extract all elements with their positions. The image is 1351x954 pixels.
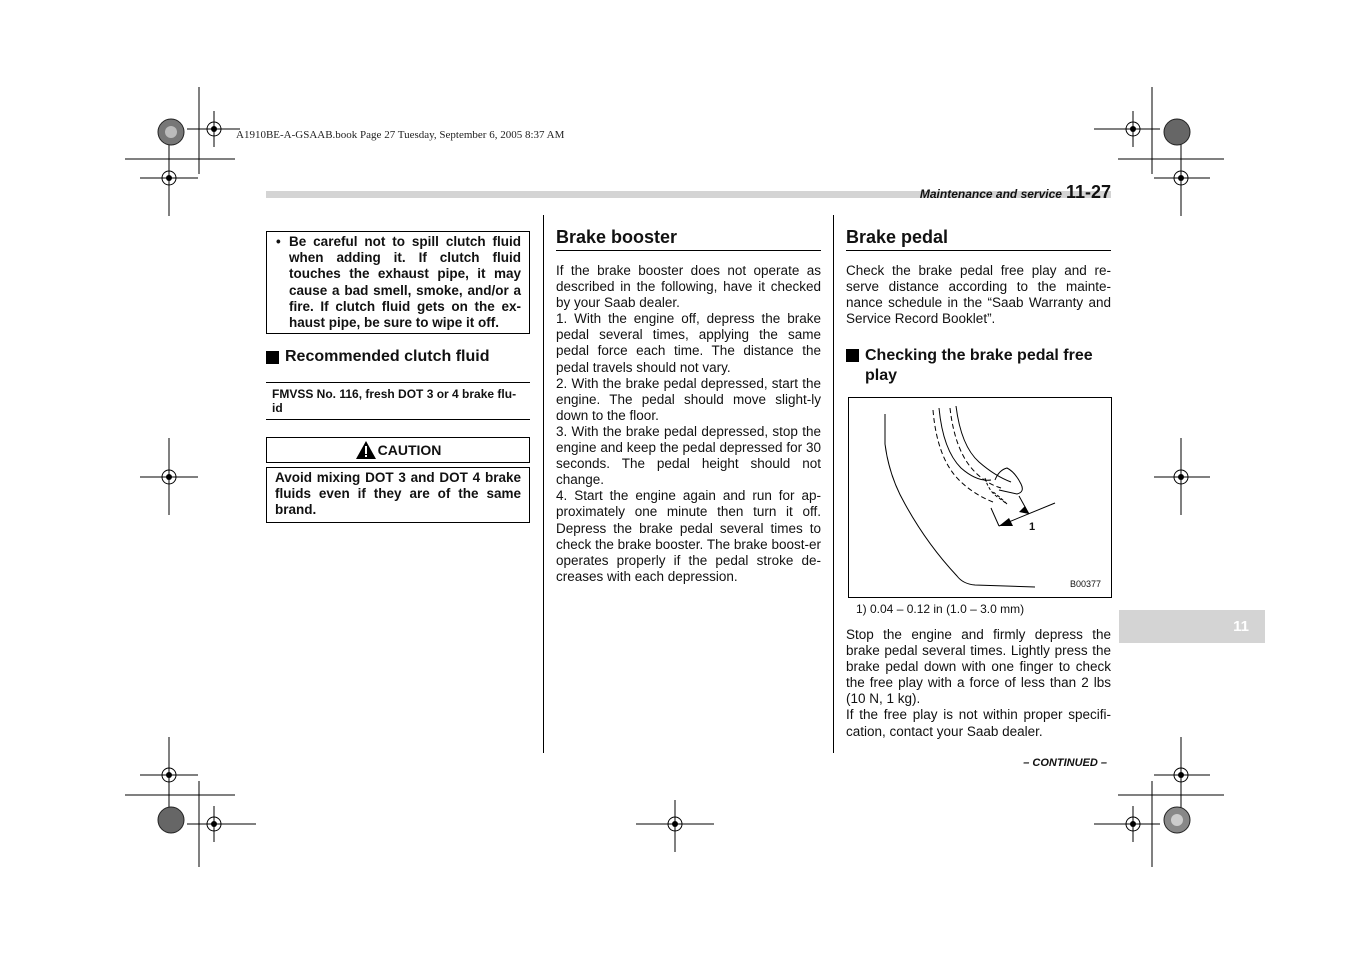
chapter-tab[interactable]: [1119, 610, 1265, 643]
step-item: 1. With the engine off, depress the brake pedal several times, applying the same pedal force each time. The distance the pedal travels should not vary.: [556, 311, 821, 375]
brake-pedal-intro: Check the brake pedal free play and re-serve distance according to the mainte-nance schedule in the “Saab Warranty and Service Record Booklet”.: [846, 263, 1111, 327]
recommended-fluid-value: FMVSS No. 116, fresh DOT 3 or 4 brake flu-id: [266, 382, 530, 420]
square-bullet-icon: [846, 349, 859, 362]
figure-caption: 1) 0.04 – 0.12 in (1.0 – 3.0 mm): [856, 602, 1025, 616]
column-divider: [833, 215, 834, 753]
caution-text: Avoid mixing DOT 3 and DOT 4 brake fluids even if they are of the same brand.: [266, 467, 530, 523]
caution-label-box: [266, 437, 530, 463]
section-title: Maintenance and service: [919, 187, 1062, 201]
brake-booster-body: [556, 263, 821, 585]
brake-pedal-figure: [848, 397, 1112, 598]
column-divider: [543, 215, 544, 753]
chapter-tab-number: 11: [1233, 618, 1249, 635]
warning-triangle-icon: [355, 440, 377, 460]
step-item: 2. With the brake pedal depressed, start the engine. The pedal should move slight-ly down to the floor.: [556, 375, 821, 423]
running-header: [920, 182, 1111, 203]
bullet-icon: •: [276, 234, 281, 249]
continued-note: – CONTINUED –: [1023, 757, 1107, 769]
page-number: 11-27: [1065, 182, 1111, 202]
figure-code: B00377: [1069, 579, 1101, 589]
brake-pedal-diagram: [849, 398, 1111, 597]
warning-text: Be careful not to spill clutch fluid when adding it. If clutch fluid touches the exhaust pipe, it may cause a bad smell, smoke, and/or a fire. If clutch fluid gets on the ex-haust pipe, be sure to wipe it off.: [289, 234, 521, 331]
brake-booster-heading: Brake booster: [556, 227, 678, 247]
step-item: 4. Start the engine again and run for ap-proximately one minute then turn it off. Depress the brake pedal several times to check the brake booster. The brake boost-er operates properly if the pedal stroke de-creases with each depression.: [556, 488, 821, 584]
brake-pedal-heading: Brake pedal: [846, 227, 949, 247]
paragraph: Stop the engine and firmly depress the brake pedal several times. Lightly press the brake pedal down with one finger to check the free play with a force of less than 2 lbs (10 N, 1 kg).: [846, 627, 1111, 707]
brake-pedal-heading-block: [846, 227, 1111, 251]
caution-label: CAUTION: [377, 442, 442, 458]
free-play-body: [846, 627, 1111, 740]
square-bullet-icon: [266, 351, 279, 364]
figure-callout: 1: [1029, 521, 1036, 533]
paragraph: If the free play is not within proper specifi-cation, contact your Saab dealer.: [846, 707, 1111, 739]
warning-box: [266, 231, 530, 334]
free-play-subheading: Checking the brake pedal free play: [846, 346, 1111, 386]
recommended-fluid-heading: Recommended clutch fluid: [266, 348, 530, 366]
brake-booster-heading-block: [556, 227, 821, 251]
paragraph: If the brake booster does not operate as described in the following, have it checked by your Saab dealer.: [556, 263, 821, 311]
print-info: A1910BE-A-GSAAB.book Page 27 Tuesday, September 6, 2005 8:37 AM: [236, 129, 565, 141]
step-item: 3. With the brake pedal depressed, stop the engine and keep the pedal depressed for 30 seconds. The pedal height should not change.: [556, 423, 821, 488]
